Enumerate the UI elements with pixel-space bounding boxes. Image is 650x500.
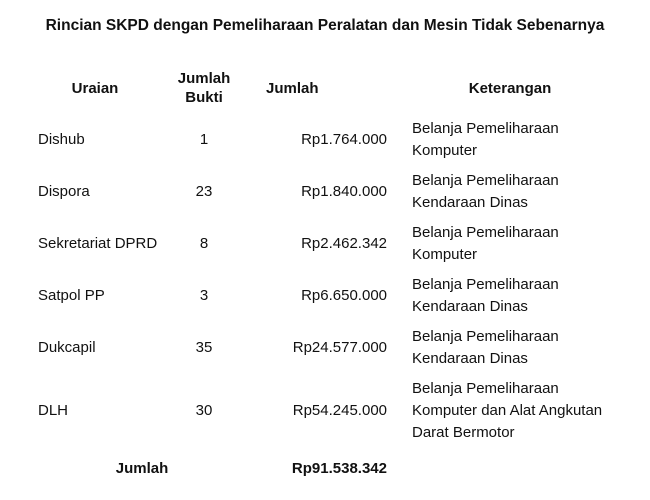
cell-keterangan [394, 322, 626, 374]
keterangan-line: Komputer [412, 246, 478, 263]
cell-uraian: Dispora [38, 183, 90, 200]
total-label: Jumlah [115, 460, 169, 477]
total-row [24, 448, 626, 490]
cell-jumlah: Rp2.462.342 [301, 235, 387, 252]
total-value: Rp91.538.342 [291, 460, 387, 477]
keterangan-line: Belanja Pemeliharaan [412, 380, 559, 397]
table-header-row [24, 62, 626, 114]
cell-keterangan [394, 270, 626, 322]
table-row [24, 166, 626, 218]
keterangan-line: Darat Bermotor [412, 424, 515, 441]
cell-bukti: 3 [199, 287, 209, 304]
keterangan-line: Komputer dan Alat Angkutan [412, 402, 603, 419]
keterangan-line: Belanja Pemeliharaan [412, 172, 559, 189]
cell-uraian: DLH [38, 402, 69, 419]
cell-bukti: 8 [199, 235, 209, 252]
keterangan-line: Kendaraan Dinas [412, 298, 528, 315]
cell-jumlah: Rp24.577.000 [292, 339, 387, 356]
keterangan-line: Belanja Pemeliharaan [412, 120, 559, 137]
cell-jumlah: Rp1.764.000 [301, 131, 387, 148]
skpd-table [24, 62, 626, 490]
header-bukti-line2: Bukti [185, 89, 223, 106]
total-empty-cell [394, 448, 626, 490]
keterangan-line: Belanja Pemeliharaan [412, 224, 559, 241]
cell-keterangan [394, 166, 626, 218]
cell-jumlah: Rp1.840.000 [301, 183, 387, 200]
table-row [24, 218, 626, 270]
cell-uraian: Dishub [38, 131, 85, 148]
cell-keterangan [394, 374, 626, 448]
header-uraian: Uraian [71, 79, 119, 97]
header-jumlah-bukti [166, 62, 242, 114]
cell-uraian: Dukcapil [38, 339, 96, 356]
cell-jumlah: Rp54.245.000 [292, 402, 387, 419]
cell-bukti: 30 [195, 402, 213, 419]
cell-bukti: 35 [195, 339, 213, 356]
table-row [24, 374, 626, 448]
cell-keterangan [394, 218, 626, 270]
keterangan-line: Belanja Pemeliharaan [412, 276, 559, 293]
cell-uraian: Sekretariat DPRD [38, 235, 158, 252]
keterangan-line: Belanja Pemeliharaan [412, 328, 559, 345]
header-keterangan: Keterangan [468, 79, 552, 97]
cell-uraian: Satpol PP [38, 287, 105, 304]
table-row [24, 270, 626, 322]
keterangan-line: Kendaraan Dinas [412, 194, 528, 211]
header-jumlah: Jumlah [266, 79, 319, 97]
table-row [24, 322, 626, 374]
table-row [24, 114, 626, 166]
header-bukti-line1: Jumlah [177, 70, 231, 87]
cell-jumlah: Rp6.650.000 [301, 287, 387, 304]
cell-bukti: 23 [195, 183, 213, 200]
keterangan-line: Komputer [412, 142, 478, 159]
cell-bukti: 1 [199, 131, 209, 148]
cell-keterangan [394, 114, 626, 166]
document-title: Rincian SKPD dengan Pemeliharaan Peralatan dan Mesin Tidak Sebenarnya [45, 17, 605, 34]
keterangan-line: Kendaraan Dinas [412, 350, 528, 367]
